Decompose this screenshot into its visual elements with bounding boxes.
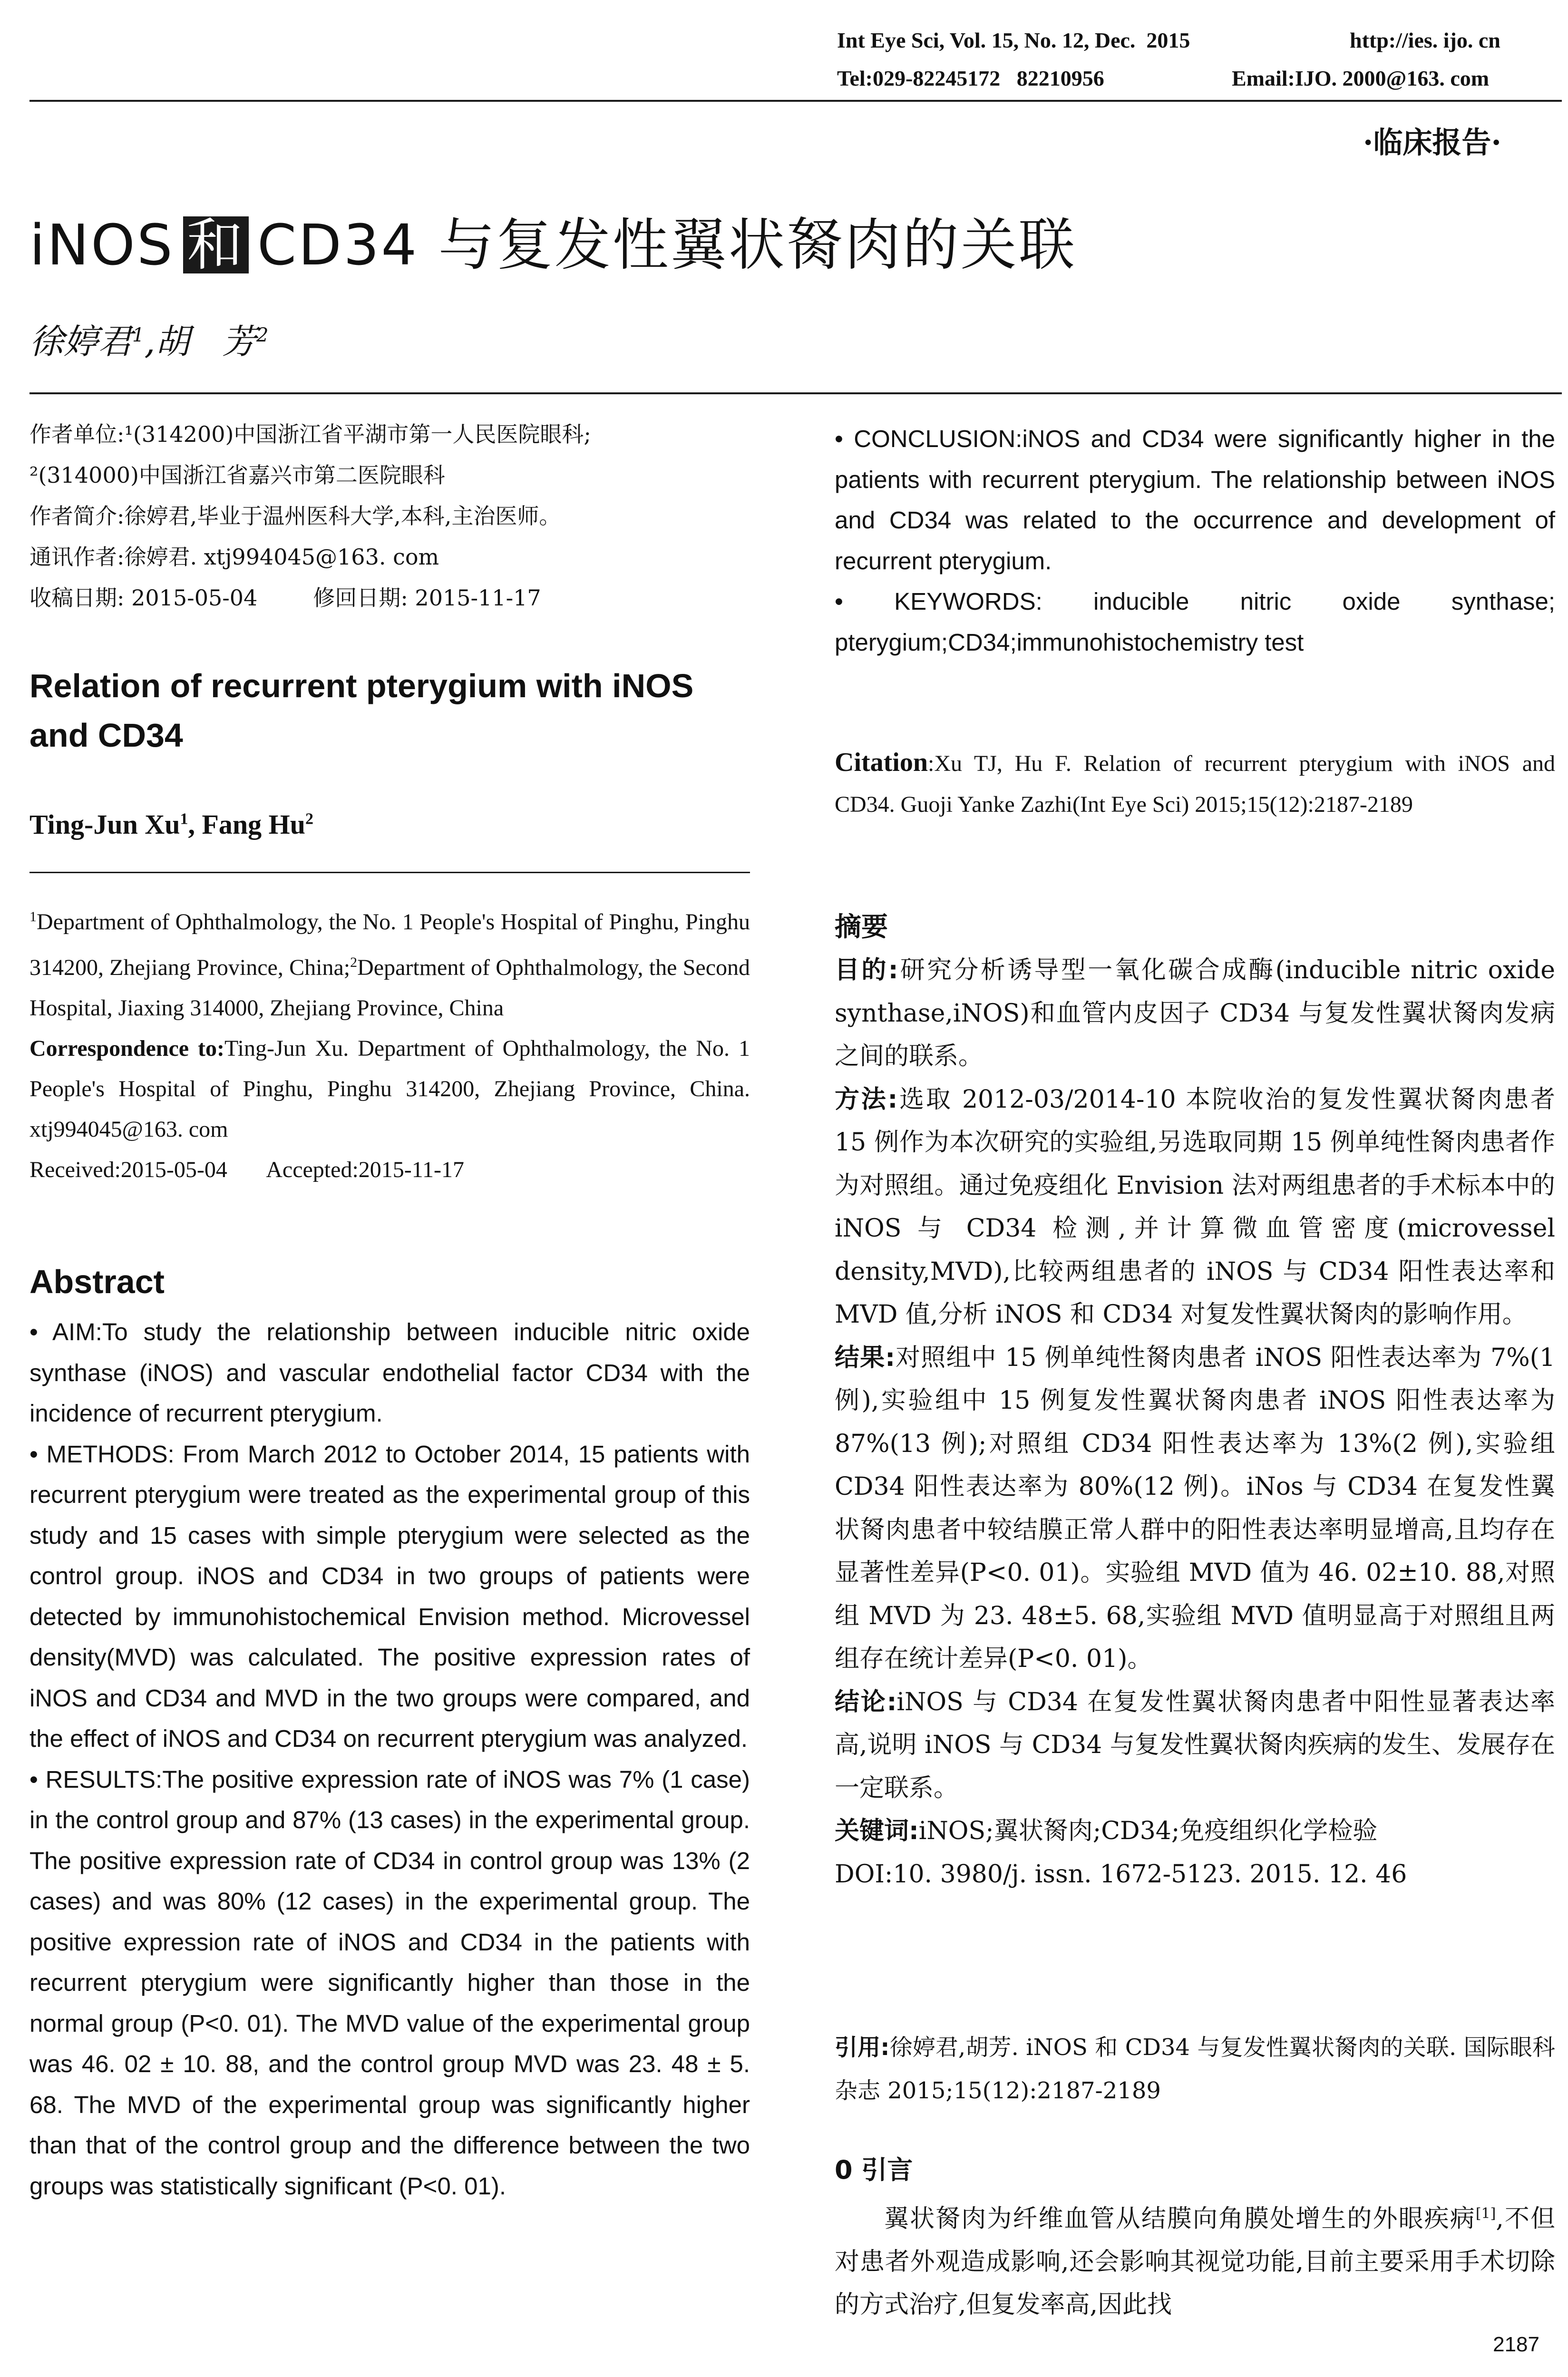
aff-text-1: Department of Ophthalmology, the No. 1 People's Hospital of Pinghu, Pinghu 314200, Zhejiang Province, China; [29, 909, 750, 980]
abstract-keywords: • KEYWORDS: inducible nitric oxide synthase; pterygium;CD34;immunohistochemistry test [835, 588, 1555, 656]
note-line: 作者简介:徐婷君,毕业于温州医科大学,本科,主治医师。 [29, 503, 561, 529]
cn-conclusion [835, 1681, 1555, 1810]
aff-sup-2: 2 [350, 955, 358, 970]
cn-abstract-body [835, 949, 1555, 1896]
aff-sup-1: 1 [29, 909, 37, 925]
en-author-sep: , [188, 809, 202, 840]
abstract-aim: • AIM:To study the relationship between inducible nitric oxide synthase (iNOS) and vascular endothelial factor CD34 with the incidence of recurrent pterygium. [29, 1318, 750, 1427]
note-line: ²(314000)中国浙江省嘉兴市第二医院眼科 [29, 462, 445, 488]
cn-conclusion-label: 结论: [835, 1687, 897, 1716]
abstract-results: • RESULTS:The positive expression rate of iNOS was 7% (1 case) in the control group and 87% (13 cases) in the experimental group. The positive expression rate of CD34 in control group was 13% (2 cases) and was 80% (12 cases) in the experimental group. The positive expression rate of iNOS and CD34 in the patients with recurrent pterygium were significantly higher than those in the normal group (P<0. 01). The MVD value of the experimental group was 46. 02 ± 10. 88, and the control group MVD was 23. 48 ± 5. 68. The MVD of the experimental group was significantly higher than that of the control group and the difference between the two groups was statistically significant (P<0. 01). [29, 1765, 750, 2200]
section-tag: ·临床报告· [1363, 125, 1501, 160]
cn-citation-block [835, 2026, 1555, 2112]
cn-aim-label: 目的: [835, 956, 898, 984]
cn-methods [835, 1078, 1555, 1336]
intro-heading: 0 引言 [835, 2155, 913, 2185]
cn-conclusion-text: iNOS 与 CD34 在复发性翼状胬肉患者中阳性显著表达率高,说明 iNOS 与 CD34 与复发性翼状胬肉疾病的发生、发展存在一定联系。 [835, 1687, 1556, 1802]
cn-keywords-label: 关键词: [835, 1817, 919, 1845]
note-line: 通讯作者:徐婷君. xtj994045@163. com [29, 544, 439, 570]
affiliation-rule [29, 872, 750, 873]
cn-keywords [835, 1810, 1555, 1853]
abstract-body [29, 1312, 750, 2206]
journal-email[interactable]: Email:IJO. 2000@163. com [1232, 66, 1490, 90]
intro-text-1: 翼状胬肉为纤维血管从结膜向角膜处增生的外眼疾病 [884, 2204, 1476, 2233]
author-sep: ,胡 [144, 321, 190, 361]
title-part2: 和 [183, 216, 249, 273]
article-title [29, 200, 1077, 281]
journal-tel: Tel:029-82245172 82210956 [837, 66, 1104, 90]
en-author-1: Ting-Jun Xu [29, 809, 180, 840]
author-1-sup: 1 [132, 324, 145, 346]
citation-text: :Xu TJ, Hu F. Relation of recurrent pterygium with iNOS and CD34. Guoji Yanke Zazhi(Int Eye Sci) 2015;15(12):2187-2189 [835, 751, 1555, 817]
corr-text: Ting-Jun Xu. Department of Ophthalmology, the No. 1 People's Hospital of Pinghu, Pinghu 314200, Zhejiang Province, China. xtj994045@163. com [29, 1036, 750, 1142]
page-number: 2187 [1493, 2333, 1539, 2356]
abstract-body-cont [835, 419, 1555, 662]
en-author-1-sup: 1 [180, 810, 188, 828]
author-notes [29, 414, 750, 618]
citation-label: Citation [835, 748, 928, 777]
note-line: 作者单位:¹(314200)中国浙江省平湖市第一人民医院眼科; [29, 421, 591, 447]
abstract-methods: • METHODS: From March 2012 to October 2014, 15 patients with recurrent pterygium were treated as the experimental group of this study and 15 cases with simple pterygium were selected as the control group. iNOS and CD34 in two groups of patients were detected by immunohistochemical Envision method. Microvessel density(MVD) was calculated. The positive expression rates of iNOS and CD34 and MVD in the two groups were compared, and the effect of iNOS and CD34 on recurrent pterygium was analyzed. [29, 1440, 750, 1752]
citation-block [835, 742, 1555, 825]
abstract-heading: Abstract [29, 1263, 165, 1300]
english-authors [29, 809, 750, 840]
cn-results-text: 对照组中 15 例单纯性胬肉患者 iNOS 阳性表达率为 7%(1 例),实验组中 15 例复发性翼状胬肉患者 iNOS 阳性表达率为 87%(13 例);对照组 CD34 阳性表达率为 13%(2 例),实验组 CD34 阳性表达率为 80%(12 例)。iNos 与 CD34 在复发性翼状胬肉患者中较结膜正常人群中的阳性表达率明显增高,且均存在显著性差异(P<0. 01)。实验组 MVD 值为 46. 02±10. 88,对照组 MVD 为 23. 48±5. 68,实验组 MVD 值明显高于对照组且两组存在统计差异(P<0. 01)。 [835, 1343, 1555, 1673]
abstract-conclusion: • CONCLUSION:iNOS and CD34 were significantly higher in the patients with recurrent pterygium. The relationship between iNOS and CD34 was related to the occurrence and development of recurrent pterygium. [835, 425, 1555, 575]
author-2-cn: 芳 [222, 321, 257, 361]
cn-citation-label: 引用: [835, 2034, 890, 2061]
affiliation-block [29, 896, 750, 1190]
intro-body [835, 2192, 1555, 2327]
english-title: Relation of recurrent pterygium with iNOS and CD34 [29, 667, 694, 754]
title-part3: CD34 与复发性翼状胬肉的关联 [257, 212, 1077, 278]
header-rule [29, 100, 1562, 102]
cn-methods-text: 选取 2012-03/2014-10 本院收治的复发性翼状胬肉患者 15 例作为本次研究的实验组,另选取同期 15 例单纯性胬肉患者作为对照组。通过免疫组化 Envision 法对两组患者的手术标本中的 iNOS 与 CD34 检测,并计算微血管密度(microvessel density,MVD),比较两组患者的 iNOS 与 CD34 阳性表达率和 MVD 值,分析 iNOS 和 CD34 对复发性翼状胬肉的影响作用。 [835, 1085, 1555, 1329]
aff-text-2: Department of Ophthalmology, the Second Hospital, Jiaxing 314000, Zhejiang Province, China [29, 955, 750, 1021]
received-dates: Received:2015-05-04 Accepted:2015-11-17 [29, 1157, 464, 1182]
journal-info: Int Eye Sci, Vol. 15, No. 12, Dec. 2015 [837, 28, 1190, 52]
en-author-2-sup: 2 [305, 810, 314, 828]
en-author-2: Fang Hu [202, 809, 306, 840]
intro-text-2: ,不但对患者外观造成影响,还会影响其视觉功能,目前主要采用手术切除的方式治疗,但复发率高,因此找 [835, 2204, 1555, 2319]
cn-methods-label: 方法: [835, 1085, 898, 1114]
author-2-sup: 2 [256, 324, 269, 346]
title-part1: iNOS [29, 212, 175, 278]
cn-results [835, 1336, 1555, 1681]
author-1-cn: 徐婷君 [29, 321, 133, 361]
cn-aim-text: 研究分析诱导型一氧化碳合成酶(inducible nitric oxide synthase,iNOS)和血管内皮因子 CD34 与复发性翼状胬肉发病之间的联系。 [835, 956, 1555, 1071]
authors-chinese [29, 314, 269, 363]
cn-citation-text: 徐婷君,胡芳. iNOS 和 CD34 与复发性翼状胬肉的关联. 国际眼科杂志 2015;15(12):2187-2189 [835, 2034, 1555, 2104]
note-line: 收稿日期: 2015-05-04 修回日期: 2015-11-17 [29, 585, 541, 611]
cn-aim [835, 949, 1555, 1078]
cn-doi: DOI:10. 3980/j. issn. 1672-5123. 2015. 12. 46 [835, 1860, 1407, 1889]
cn-abstract-heading: 摘要 [835, 912, 888, 943]
title-rule [29, 392, 1562, 394]
cn-results-label: 结果: [835, 1343, 896, 1372]
journal-url[interactable]: http://ies. ijo. cn [1350, 28, 1500, 52]
intro-ref[interactable]: [1] [1475, 2205, 1496, 2222]
corr-label: Correspondence to: [29, 1036, 225, 1061]
cn-keywords-text: iNOS;翼状胬肉;CD34;免疫组织化学检验 [918, 1817, 1378, 1845]
